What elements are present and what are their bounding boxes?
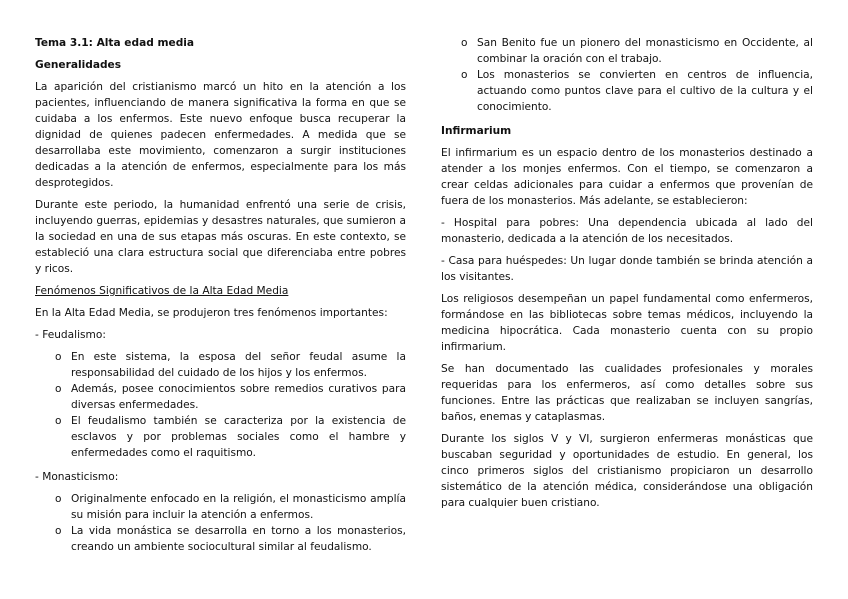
list-item: o El feudalismo también se caracteriza por la existencia de esclavos y por problemas sociales como el hambre y enfermedades como el raquitismo. [55, 415, 406, 459]
list-item: o Los monasterios se convierten en centros de influencia, actuando como puntos clave para el cultivo de la cultura y el conocimiento. [461, 69, 813, 113]
paragraph: Durante los siglos V y VI, surgieron enfermeras monásticas que buscaban seguridad y oportunidades de estudio. En general, los cinco primeros siglos del cristianismo propiciaron un desarrollo sistemático de la atención médica, considerándose una obligación para cualquier buen cristiano. [441, 433, 813, 509]
paragraph: La aparición del cristianismo marcó un hito en la atención a los pacientes, influenciando de manera significativa la forma en que se cuidaba a los enfermos. Este nuevo enfoque busca recuperar la dignidad de quienes padecen enfermedades. A medida que se desarrollaba este movimiento, comenzaron a surgir instituciones dedicadas a la atención de enfermos, especialmente para los más desprotegidos. [35, 81, 406, 189]
bullet-icon: o [55, 493, 62, 505]
bullet-icon: o [461, 69, 468, 81]
bullet-icon: o [461, 37, 468, 49]
monasticismo-list-continued [441, 35, 813, 115]
bullet-icon: o [55, 351, 62, 363]
section-heading-infirmarium: Infirmarium [441, 125, 512, 137]
paragraph: Se han documentado las cualidades profesionales y morales requeridas para los enfermeros, así como detalles sobre sus funciones. Entre las prácticas que realizaban se incluyen sangrías, baños, enemas y cataplasmas. [441, 363, 813, 423]
right-column [441, 35, 813, 517]
list-item: o La vida monástica se desarrolla en torno a los monasterios, creando un ambiente sociocultural similar al feudalismo. [55, 525, 406, 553]
list-item: o Además, posee conocimientos sobre remedios curativos para diversas enfermedades. [55, 383, 406, 411]
monasticismo-label: - Monasticismo: [35, 471, 119, 483]
paragraph: - Casa para huéspedes: Un lugar donde también se brinda atención a los visitantes. [441, 255, 813, 283]
paragraph: En la Alta Edad Media, se produjeron tres fenómenos importantes: [35, 307, 388, 319]
paragraph: Los religiosos desempeñan un papel fundamental como enfermeros, formándose en las bibliotecas sobre temas médicos, incluyendo la medicina hipocrática. Cada monasterio cuenta con su propio infirmarium. [441, 293, 813, 353]
bullet-icon: o [55, 415, 62, 427]
section-heading-generalidades: Generalidades [35, 59, 122, 71]
list-item: o En este sistema, la esposa del señor feudal asume la responsabilidad del cuidado de los hijos y los enfermos. [55, 351, 406, 379]
feudalismo-label: - Feudalismo: [35, 329, 106, 341]
bullet-icon: o [55, 525, 62, 537]
page-title: Tema 3.1: Alta edad media [35, 37, 195, 49]
list-item: o San Benito fue un pionero del monasticismo en Occidente, al combinar la oración con el trabajo. [461, 37, 813, 65]
monasticismo-list [35, 491, 406, 555]
subsection-heading: Fenómenos Significativos de la Alta Edad Media [35, 285, 289, 297]
paragraph: Durante este periodo, la humanidad enfrentó una serie de crisis, incluyendo guerras, epidemias y desastres naturales, que sumieron a la sociedad en una de sus etapas más oscuras. En este contexto, se estableció una clara estructura social que diferenciaba entre pobres y ricos. [35, 199, 406, 275]
paragraph: - Hospital para pobres: Una dependencia ubicada al lado del monasterio, dedicada a la atención de los necesitados. [441, 217, 813, 245]
list-item: o Originalmente enfocado en la religión, el monasticismo amplía su misión para incluir la atención a enfermos. [55, 493, 406, 521]
feudalismo-list [35, 349, 406, 461]
left-column [35, 35, 406, 561]
paragraph: El infirmarium es un espacio dentro de los monasterios destinado a atender a los monjes enfermos. Con el tiempo, se comenzaron a crear celdas adicionales para cuidar a enfermos que provenían de fuera de los monasterios. Más adelante, se establecieron: [441, 147, 813, 207]
bullet-icon: o [55, 383, 62, 395]
